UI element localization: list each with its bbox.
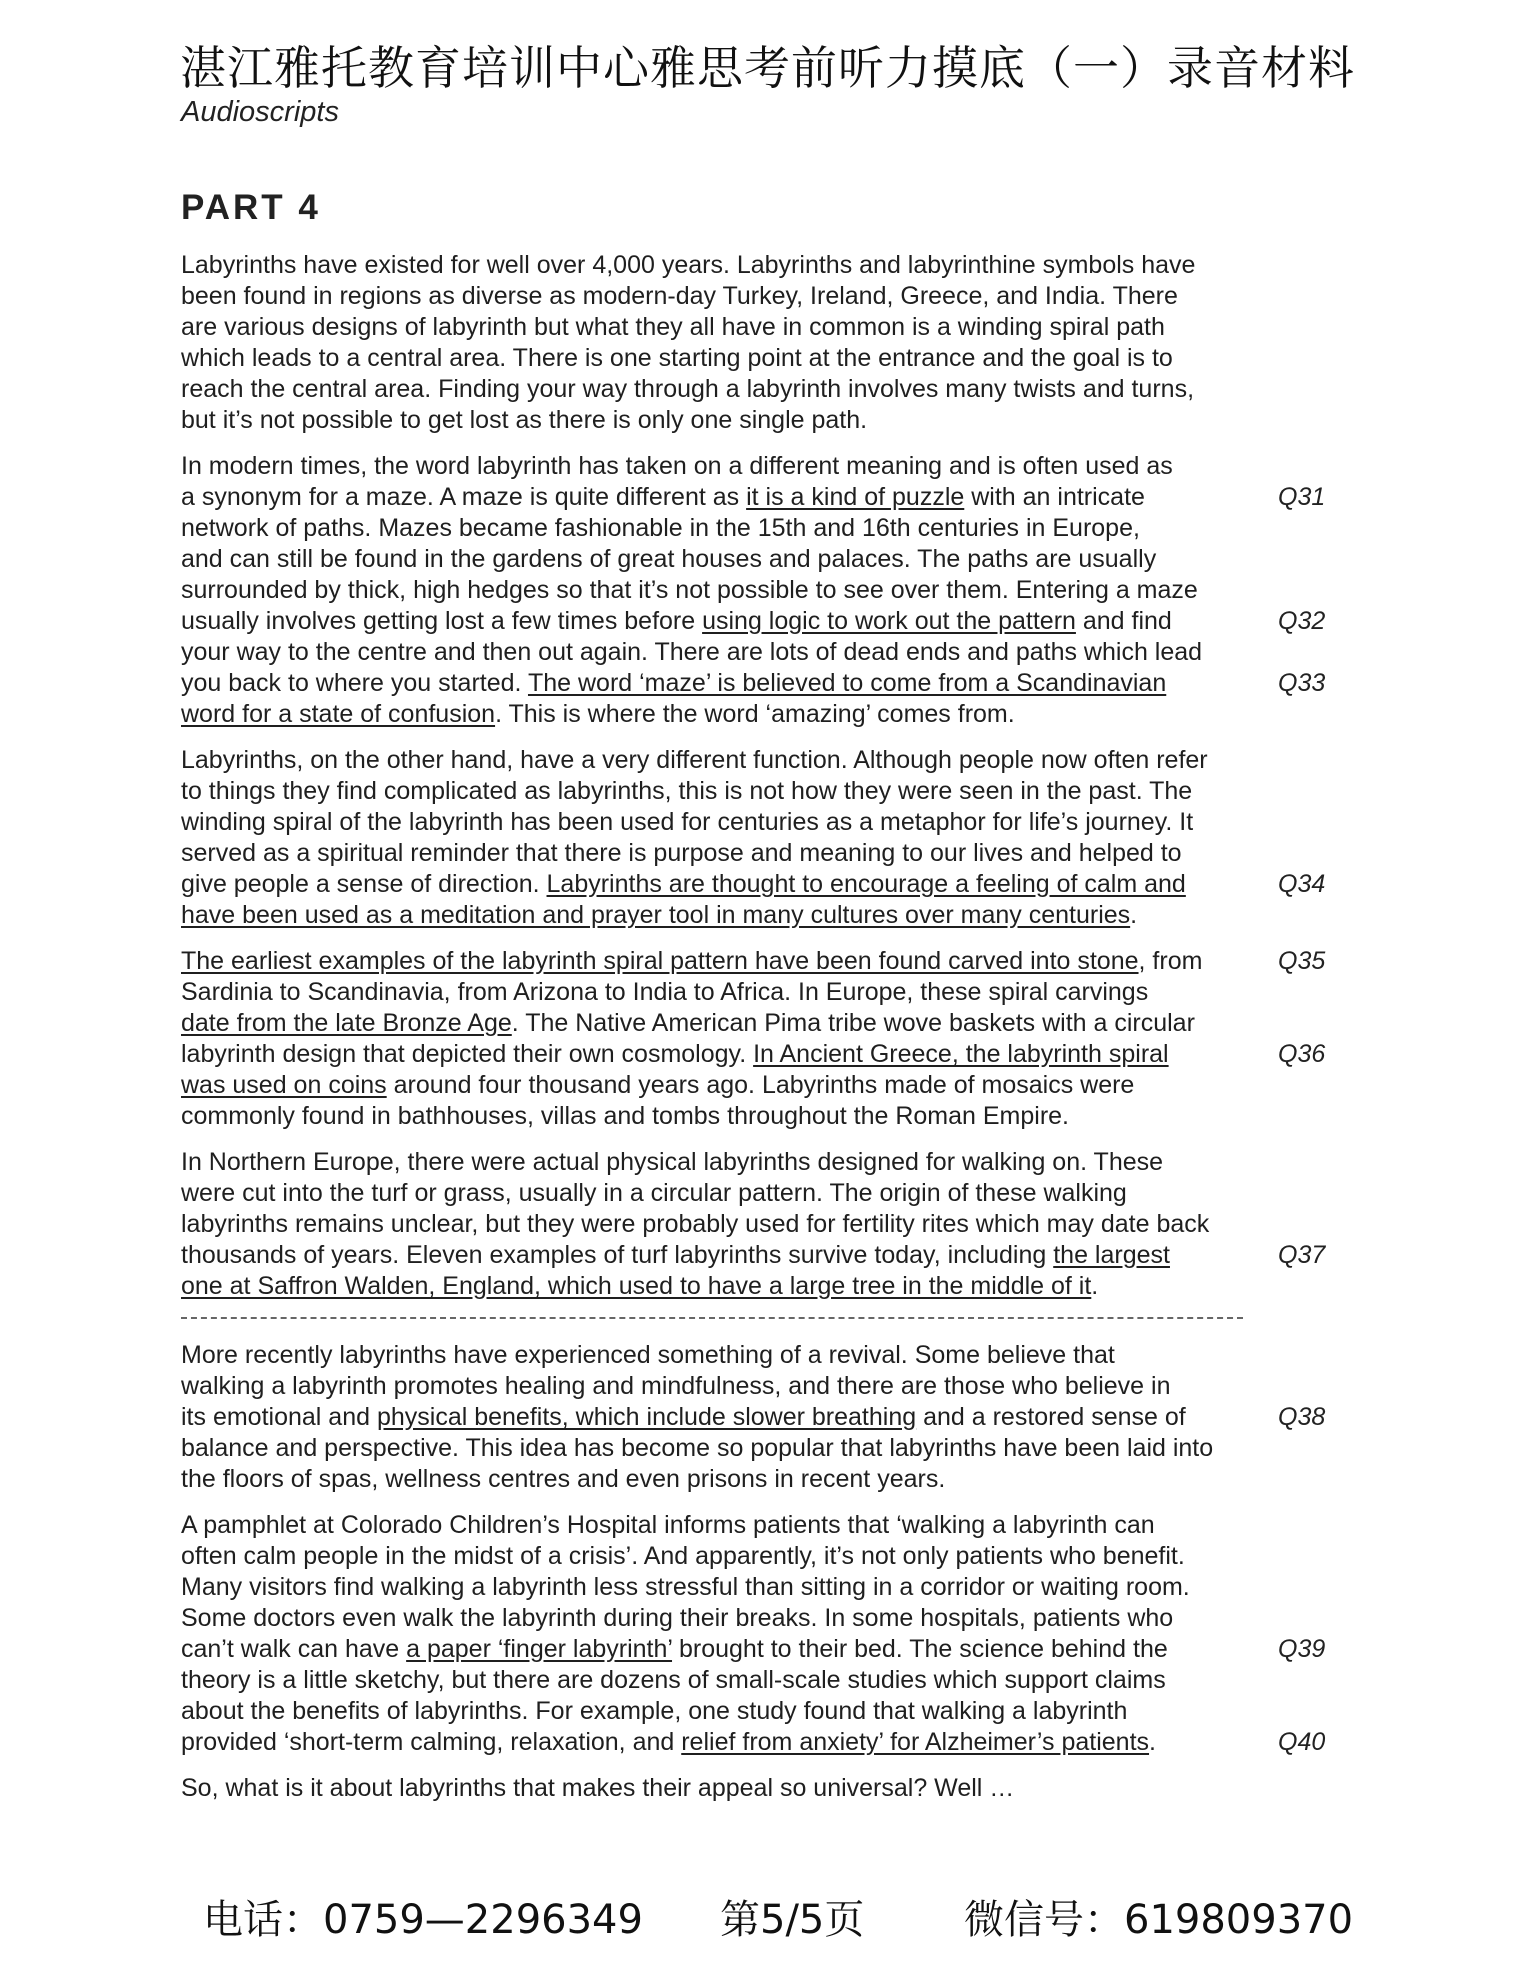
- text-line: [181, 1727, 1341, 1758]
- footer-phone: 电话：0759—2296349: [203, 1897, 643, 1943]
- text-line: [181, 776, 1341, 807]
- section-divider: [181, 1317, 1243, 1319]
- question-marker: Q31: [1278, 483, 1326, 511]
- text-line: [181, 513, 1341, 544]
- underlined-answer: Labyrinths are thought to encourage a feeling of calm and: [546, 870, 1186, 898]
- text-segment: to things they find complicated as labyrinths, this is not how they were seen in the past. The: [181, 777, 1193, 805]
- text-segment: but it’s not possible to get lost as there is only one single path.: [181, 406, 868, 434]
- text-segment: provided ‘short-term calming, relaxation, and: [181, 1728, 682, 1756]
- text-line: [181, 451, 1341, 482]
- paragraph: [181, 1510, 1341, 1758]
- paragraph: [181, 1340, 1341, 1495]
- text-line: [181, 1464, 1341, 1495]
- text-segment: around four thousand years ago. Labyrinths made of mosaics were: [386, 1071, 1135, 1099]
- question-marker: Q33: [1278, 669, 1326, 697]
- text-line: [181, 1773, 1341, 1804]
- text-segment: the floors of spas, wellness centres and even prisons in recent years.: [181, 1465, 946, 1493]
- text-segment: can’t walk can have: [181, 1635, 407, 1663]
- question-marker: Q40: [1278, 1728, 1326, 1756]
- text-line: [181, 977, 1341, 1008]
- text-line: [181, 869, 1341, 900]
- text-segment: thousands of years. Eleven examples of turf labyrinths survive today, including: [181, 1241, 1054, 1269]
- text-segment: your way to the centre and then out again. There are lots of dead ends and paths which lead: [181, 638, 1203, 666]
- paragraph: [181, 1773, 1341, 1804]
- text-line: [181, 1371, 1341, 1402]
- text-segment: A pamphlet at Colorado Children’s Hospital informs patients that ‘walking a labyrinth can: [181, 1511, 1155, 1539]
- text-segment: Some doctors even walk the labyrinth during their breaks. In some hospitals, patients who: [181, 1604, 1174, 1632]
- underlined-answer: date from the late Bronze Age: [181, 1009, 512, 1037]
- text-line: [181, 1271, 1341, 1302]
- underlined-answer: a paper ‘finger labyrinth’: [406, 1635, 673, 1663]
- question-marker: Q37: [1278, 1241, 1326, 1269]
- underlined-answer: The earliest examples of the labyrinth spiral pattern have been found carved into stone: [181, 947, 1139, 975]
- text-line: [181, 1572, 1341, 1603]
- text-segment: network of paths. Mazes became fashionable in the 15th and 16th centuries in Europe,: [181, 514, 1140, 542]
- text-line: [181, 1209, 1341, 1240]
- text-line: [181, 900, 1341, 931]
- text-segment: labyrinths remains unclear, but they were probably used for fertility rites which may date back: [181, 1210, 1210, 1238]
- text-segment: .: [1091, 1272, 1099, 1300]
- text-line: [181, 946, 1341, 977]
- text-segment: .: [1149, 1728, 1156, 1756]
- text-line: [181, 637, 1341, 668]
- text-line: [181, 575, 1341, 606]
- text-line: [181, 838, 1341, 869]
- text-segment: Many visitors find walking a labyrinth less stressful than sitting in a corridor or waiting room.: [181, 1573, 1190, 1601]
- text-line: [181, 250, 1341, 281]
- question-marker: Q38: [1278, 1403, 1326, 1431]
- text-segment: Labyrinths have existed for well over 4,000 years. Labyrinths and labyrinthine symbols have: [181, 251, 1196, 279]
- underlined-answer: was used on coins: [181, 1071, 387, 1099]
- footer-page-number: 第5/5页: [720, 1897, 865, 1943]
- text-line: [181, 699, 1341, 730]
- text-line: [181, 1603, 1341, 1634]
- text-segment: walking a labyrinth promotes healing and mindfulness, and there are those who believe in: [181, 1372, 1171, 1400]
- text-segment: So, what is it about labyrinths that makes their appeal so universal? Well …: [181, 1774, 1015, 1802]
- footer-wechat: 微信号：619809370: [964, 1897, 1354, 1943]
- text-segment: often calm people in the midst of a crisis’. And apparently, it’s not only patients who benefit.: [181, 1542, 1185, 1570]
- text-segment: are various designs of labyrinth but what they all have in common is a winding spiral path: [181, 313, 1165, 341]
- document-title: 湛江雅托教育培训中心雅思考前听力摸底（一）录音材料: [180, 41, 1355, 95]
- text-segment: and find: [1075, 607, 1172, 635]
- text-line: [181, 1240, 1341, 1271]
- text-segment: brought to their bed. The science behind the: [672, 1635, 1168, 1663]
- text-segment: theory is a little sketchy, but there are dozens of small-scale studies which support claims: [181, 1666, 1166, 1694]
- text-segment: balance and perspective. This idea has become so popular that labyrinths have been laid into: [181, 1434, 1214, 1462]
- text-segment: and can still be found in the gardens of great houses and palaces. The paths are usually: [181, 545, 1157, 573]
- text-line: [181, 745, 1341, 776]
- text-segment: . The Native American Pima tribe wove baskets with a circular: [511, 1009, 1195, 1037]
- paragraph: [181, 1147, 1341, 1302]
- text-segment: usually involves getting lost a few times before: [181, 607, 703, 635]
- text-line: [181, 1147, 1341, 1178]
- page-footer: [0, 1888, 1535, 1948]
- text-line: [181, 1510, 1341, 1541]
- text-segment: reach the central area. Finding your way through a labyrinth involves many twists and turns,: [181, 375, 1195, 403]
- text-segment: its emotional and: [181, 1403, 377, 1431]
- underlined-answer: have been used as a meditation and prayer tool in many cultures over many centuries: [181, 901, 1131, 929]
- underlined-answer: one at Saffron Walden, England, which used to have a large tree in the middle of it: [181, 1272, 1092, 1300]
- text-line: [181, 1696, 1341, 1727]
- audioscript-body: [181, 250, 1341, 1819]
- section-heading: PART 4: [181, 188, 321, 227]
- text-line: [181, 281, 1341, 312]
- text-segment: In Northern Europe, there were actual physical labyrinths designed for walking on. These: [181, 1148, 1164, 1176]
- text-line: [181, 1070, 1341, 1101]
- text-segment: and a restored sense of: [916, 1403, 1186, 1431]
- text-segment: . This is where the word ‘amazing’ comes from.: [495, 700, 1015, 728]
- text-line: [181, 405, 1341, 436]
- underlined-answer: it is a kind of puzzle: [746, 483, 965, 511]
- text-segment: which leads to a central area. There is one starting point at the entrance and the goal is to: [181, 344, 1173, 372]
- text-segment: winding spiral of the labyrinth has been used for centuries as a metaphor for life’s journey. It: [181, 808, 1194, 836]
- question-marker: Q39: [1278, 1635, 1326, 1663]
- text-segment: Sardinia to Scandinavia, from Arizona to India to Africa. In Europe, these spiral carvings: [181, 978, 1149, 1006]
- text-segment: .: [1130, 901, 1138, 929]
- text-segment: a synonym for a maze. A maze is quite different as: [181, 483, 747, 511]
- text-segment: give people a sense of direction.: [181, 870, 547, 898]
- text-segment: about the benefits of labyrinths. For example, one study found that walking a labyrinth: [181, 1697, 1128, 1725]
- question-marker: Q36: [1278, 1040, 1326, 1068]
- text-line: [181, 482, 1341, 513]
- text-line: [181, 1101, 1341, 1132]
- text-segment: you back to where you started.: [181, 669, 528, 697]
- text-line: [181, 1541, 1341, 1572]
- text-segment: More recently labyrinths have experienced something of a revival. Some believe that: [181, 1341, 1115, 1369]
- text-segment: commonly found in bathhouses, villas and tombs throughout the Roman Empire.: [181, 1102, 1069, 1130]
- paragraph: [181, 250, 1341, 436]
- question-marker: Q32: [1278, 607, 1326, 635]
- text-segment: Labyrinths, on the other hand, have a very different function. Although people now often refer: [181, 746, 1208, 774]
- text-segment: surrounded by thick, high hedges so that it’s not possible to see over them. Entering a maze: [181, 576, 1198, 604]
- text-line: [181, 374, 1341, 405]
- underlined-answer: In Ancient Greece, the labyrinth spiral: [753, 1040, 1169, 1068]
- underlined-answer: word for a state of confusion: [181, 700, 496, 728]
- underlined-answer: using logic to work out the pattern: [702, 607, 1076, 635]
- text-line: [181, 1634, 1341, 1665]
- text-line: [181, 1340, 1341, 1371]
- document-subtitle: Audioscripts: [181, 96, 339, 128]
- text-segment: with an intricate: [964, 483, 1145, 511]
- text-segment: In modern times, the word labyrinth has taken on a different meaning and is often used as: [181, 452, 1173, 480]
- question-marker: Q34: [1278, 870, 1326, 898]
- text-line: [181, 1402, 1341, 1433]
- underlined-answer: The word ‘maze’ is believed to come from a Scandinavian: [527, 669, 1167, 697]
- text-line: [181, 1433, 1341, 1464]
- paragraph: [181, 745, 1341, 931]
- text-line: [181, 807, 1341, 838]
- question-marker: Q35: [1278, 947, 1326, 975]
- text-line: [181, 606, 1341, 637]
- text-line: [181, 544, 1341, 575]
- text-segment: were cut into the turf or grass, usually in a circular pattern. The origin of these walking: [181, 1179, 1127, 1207]
- text-segment: , from: [1138, 947, 1203, 975]
- text-segment: labyrinth design that depicted their own cosmology.: [181, 1040, 754, 1068]
- underlined-answer: physical benefits, which include slower breathing: [376, 1403, 917, 1431]
- text-line: [181, 1039, 1341, 1070]
- text-line: [181, 1008, 1341, 1039]
- underlined-answer: relief from anxiety’ for Alzheimer’s patients: [681, 1728, 1150, 1756]
- text-line: [181, 343, 1341, 374]
- text-line: [181, 668, 1341, 699]
- text-segment: been found in regions as diverse as modern-day Turkey, Ireland, Greece, and India. There: [181, 282, 1178, 310]
- underlined-answer: the largest: [1053, 1241, 1170, 1269]
- text-line: [181, 312, 1341, 343]
- text-line: [181, 1665, 1341, 1696]
- paragraph: [181, 946, 1341, 1132]
- text-segment: served as a spiritual reminder that there is purpose and meaning to our lives and helped to: [181, 839, 1182, 867]
- text-line: [181, 1178, 1341, 1209]
- paragraph: [181, 451, 1341, 730]
